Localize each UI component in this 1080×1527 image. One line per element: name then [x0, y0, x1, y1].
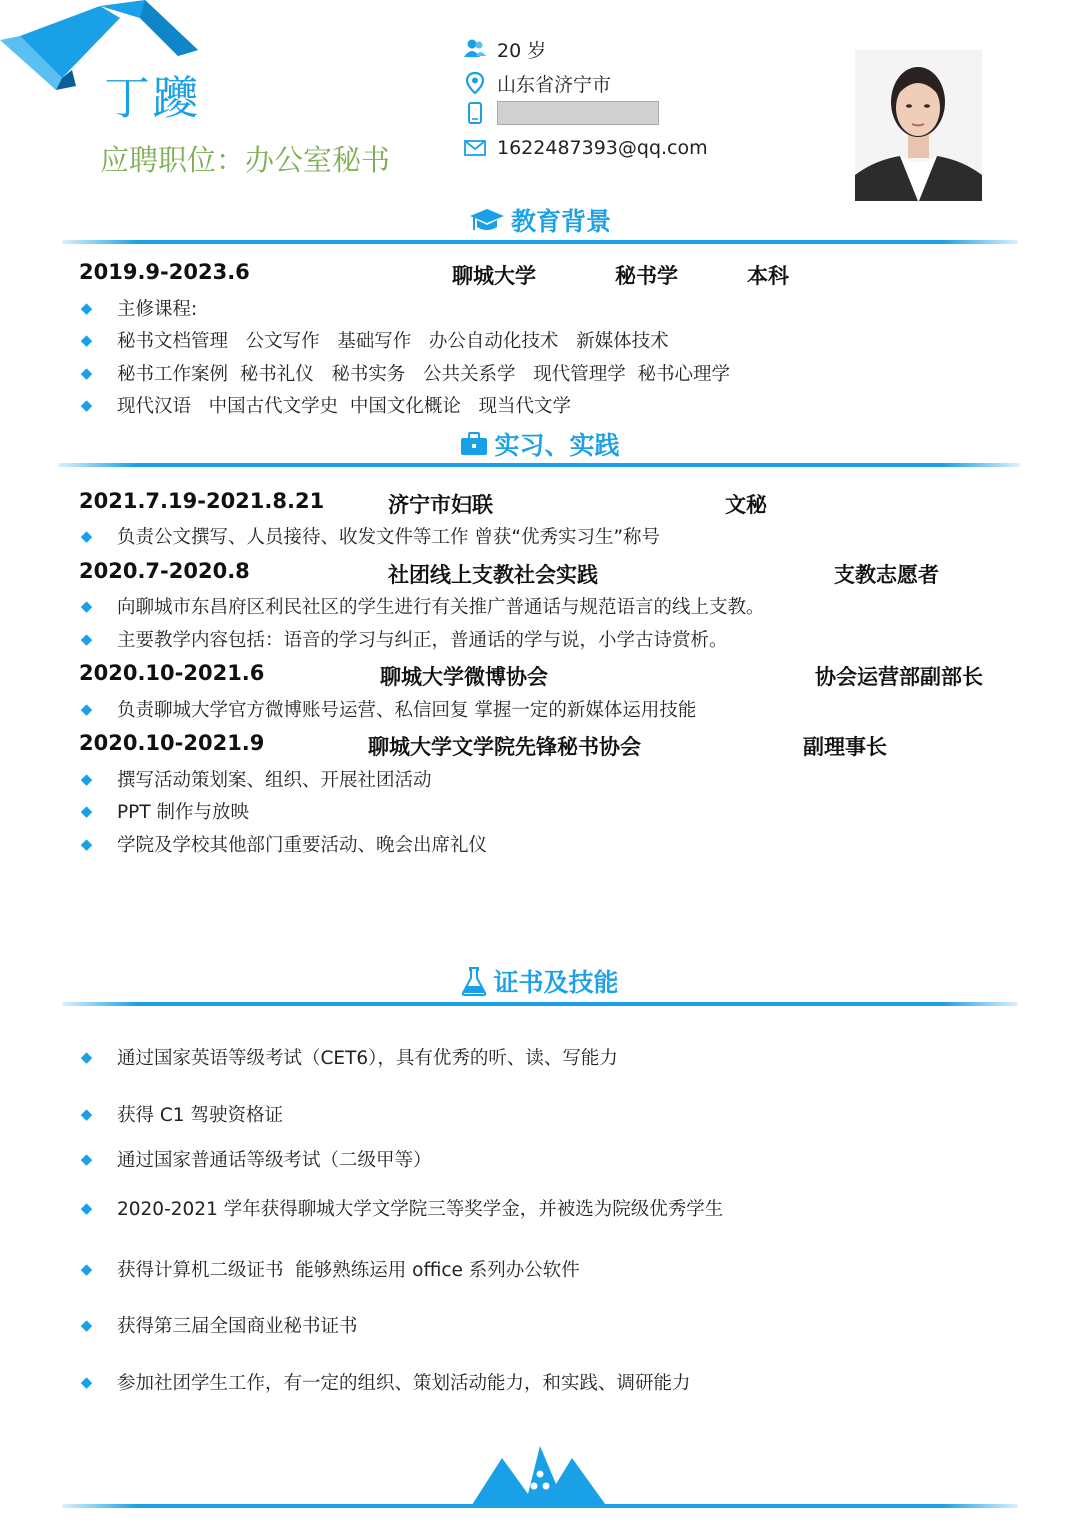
phone-redacted [497, 101, 659, 125]
graduation-cap-icon [469, 206, 505, 234]
course-item: ◆ 秘书文档管理 公文写作 基础写作 办公自动化技术 新媒体技术 [80, 331, 669, 352]
skill-item: ◆ 获得 C1 驾驶资格证 [80, 1105, 283, 1126]
skill-item: ◆ 2020-2021 学年获得聊城大学文学院三等奖学金，并被选为院级优秀学生 [80, 1199, 724, 1220]
skill-item: ◆ 参加社团学生工作，有一定的组织、策划活动能力，和实践、调研能力 [80, 1373, 691, 1394]
bullet-diamond-icon: ◆ [80, 770, 93, 788]
practice-role: 协会运营部副部长 [815, 665, 983, 689]
age-text: 20 岁 [497, 39, 547, 62]
practice-bullet: ◆ 向聊城市东昌府区利民社区的学生进行有关推广普通话与规范语言的线上支教。 [80, 597, 765, 618]
practice-org: 聊城大学文学院先锋秘书协会 [368, 735, 641, 759]
person-icon [464, 38, 486, 60]
phone-icon [464, 102, 486, 124]
practice-role: 支教志愿者 [834, 563, 939, 587]
practice-bullet: ◆ 撰写活动策划案、组织、开展社团活动 [80, 770, 432, 791]
education-major: 秘书学 [615, 264, 678, 288]
practice-title: 实习、实践 [494, 431, 620, 460]
briefcase-icon [460, 432, 488, 456]
bullet-diamond-icon: ◆ [80, 1048, 93, 1066]
job-position: 应聘职位：办公室秘书 [100, 143, 391, 177]
education-heading [0, 202, 1080, 238]
practice-heading [0, 426, 1080, 462]
practice-bullet: ◆ 负责公文撰写、人员接待、收发文件等工作 曾获“优秀实习生”称号 [80, 527, 661, 548]
bullet-diamond-icon: ◆ [80, 1150, 93, 1168]
bullet-diamond-icon: ◆ [80, 396, 93, 414]
practice-period: 2020.7-2020.8 [79, 559, 250, 583]
practice-period: 2020.10-2021.6 [79, 661, 265, 685]
practice-role: 文秘 [725, 493, 767, 517]
bullet-diamond-icon: ◆ [80, 331, 93, 349]
education-divider [62, 240, 1018, 244]
bullet-diamond-icon: ◆ [80, 835, 93, 853]
skill-item: ◆ 获得第三届全国商业秘书证书 [80, 1316, 358, 1337]
mail-icon [464, 137, 486, 159]
education-title: 教育背景 [510, 207, 611, 236]
bullet-diamond-icon: ◆ [80, 299, 93, 317]
practice-role: 副理事长 [803, 735, 887, 759]
location-text: 山东省济宁市 [497, 73, 612, 96]
contact-location [464, 68, 611, 98]
location-pin-icon [464, 72, 486, 94]
education-period: 2019.9-2023.6 [79, 260, 250, 284]
bullet-diamond-icon: ◆ [80, 364, 93, 382]
skills-heading [0, 963, 1080, 999]
bullet-diamond-icon: ◆ [80, 1260, 93, 1278]
practice-divider [58, 463, 1020, 467]
contact-age [464, 34, 546, 64]
practice-bullet: ◆ 学院及学校其他部门重要活动、晚会出席礼仪 [80, 835, 488, 856]
bullet-diamond-icon: ◆ [80, 597, 93, 615]
education-degree: 本科 [747, 264, 789, 288]
skill-item: ◆ 获得计算机二级证书 能够熟练运用 office 系列办公软件 [80, 1260, 580, 1281]
bullet-diamond-icon: ◆ [80, 700, 93, 718]
practice-org: 济宁市妇联 [388, 493, 493, 517]
practice-bullet: ◆ 负责聊城大学官方微博账号运营、私信回复 掌握一定的新媒体运用技能 [80, 700, 697, 721]
contact-phone [464, 98, 659, 128]
practice-period: 2021.7.19-2021.8.21 [79, 489, 325, 513]
bullet-diamond-icon: ◆ [80, 1105, 93, 1123]
practice-period: 2020.10-2021.9 [79, 731, 265, 755]
bullet-diamond-icon: ◆ [80, 802, 93, 820]
flask-icon [461, 966, 487, 996]
bullet-diamond-icon: ◆ [80, 1373, 93, 1391]
bullet-diamond-icon: ◆ [80, 527, 93, 545]
skill-item: ◆ 通过国家普通话等级考试（二级甲等） [80, 1150, 432, 1171]
email-text: 1622487393@qq.com [497, 137, 708, 159]
practice-org: 社团线上支教社会实践 [388, 563, 598, 587]
course-item: ◆ 主修课程: [80, 299, 198, 320]
education-school: 聊城大学 [452, 264, 536, 288]
candidate-name: 丁躨 [104, 71, 200, 125]
course-item: ◆ 秘书工作案例 秘书礼仪 秘书实务 公共关系学 现代管理学 秘书心理学 [80, 364, 730, 385]
practice-bullet: ◆ 主要教学内容包括：语音的学习与纠正，普通话的学与说，小学古诗赏析。 [80, 630, 728, 651]
skills-title: 证书及技能 [493, 968, 619, 997]
profile-photo [855, 50, 982, 201]
course-item: ◆ 现代汉语 中国古代文学史 中国文化概论 现当代文学 [80, 396, 572, 417]
bullet-diamond-icon: ◆ [80, 1199, 93, 1217]
practice-org: 聊城大学微博协会 [380, 665, 548, 689]
bullet-diamond-icon: ◆ [80, 630, 93, 648]
skill-item: ◆ 通过国家英语等级考试（CET6），具有优秀的听、读、写能力 [80, 1048, 618, 1069]
skills-divider [62, 1002, 1018, 1006]
bullet-diamond-icon: ◆ [80, 1316, 93, 1334]
contact-email [464, 133, 708, 163]
practice-bullet: ◆ PPT 制作与放映 [80, 802, 249, 823]
footer-mountain-decoration [470, 1444, 610, 1508]
